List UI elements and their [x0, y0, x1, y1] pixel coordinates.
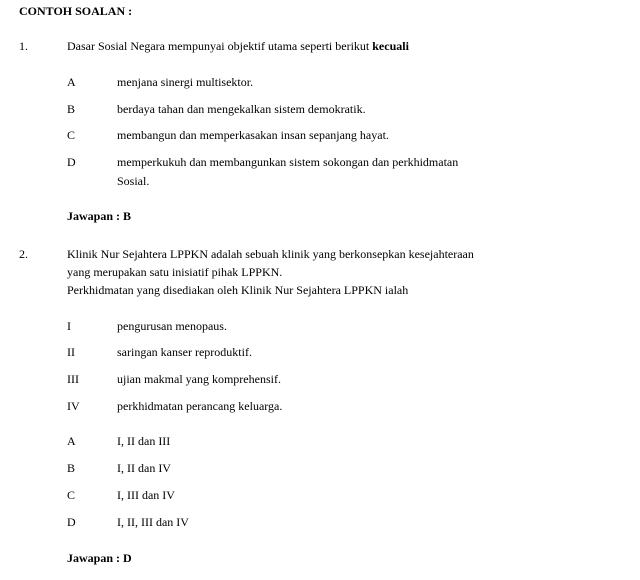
question-2-answer: Jawapan : D [67, 551, 132, 565]
page-heading: CONTOH SOALAN : [19, 4, 133, 18]
question-1-stem-emphasis: kecuali [372, 39, 409, 53]
q1-option-a-text: menjana sinergi multisektor. [117, 75, 254, 89]
question-2-number: 2. [19, 247, 28, 261]
question-1-answer: Jawapan : B [67, 209, 132, 223]
question-1-stem-text: Dasar Sosial Negara mempunyai objektif utama seperti berikut [67, 39, 373, 53]
q2-statement-i-text: pengurusan menopaus. [117, 319, 227, 333]
q2-statement-i-numeral: I [67, 319, 71, 333]
q2-option-c-text: I, III dan IV [117, 488, 175, 502]
q2-option-a-letter: A [67, 434, 76, 448]
q2-option-b-text: I, II dan IV [117, 461, 171, 475]
q2-option-b-letter: B [67, 461, 76, 475]
q2-option-d-text: I, II, III dan IV [117, 515, 189, 529]
question-2-stem-line-2: yang merupakan satu inisiatif pihak LPPKN. [67, 265, 283, 279]
question-1-stem [67, 38, 409, 54]
q1-option-c-letter: C [67, 128, 76, 142]
q1-option-d-letter: D [67, 155, 76, 169]
q2-option-d-letter: D [67, 515, 76, 529]
q2-statement-iv-numeral: IV [67, 399, 80, 413]
q2-statement-ii-text: saringan kanser reproduktif. [117, 345, 252, 359]
question-1-number: 1. [19, 39, 28, 53]
q2-option-c-letter: C [67, 488, 76, 502]
q2-statement-iii-text: ujian makmal yang komprehensif. [117, 372, 281, 386]
question-2-stem-line-1: Klinik Nur Sejahtera LPPKN adalah sebuah klinik yang berkonsepkan kesejahteraan [67, 247, 474, 261]
q2-statement-iv-text: perkhidmatan perancang keluarga. [117, 399, 283, 413]
q1-option-d-text: memperkukuh dan membangunkan sistem sokongan dan perkhidmatan [117, 155, 459, 169]
q1-option-c-text: membangun dan memperkasakan insan sepanjang hayat. [117, 128, 389, 142]
question-2-stem-line-3: Perkhidmatan yang disediakan oleh Klinik Nur Sejahtera LPPKN ialah [67, 283, 409, 297]
q1-option-b-text: berdaya tahan dan mengekalkan sistem demokratik. [117, 102, 366, 116]
q2-option-a-text: I, II dan III [117, 434, 171, 448]
q2-statement-iii-numeral: III [67, 372, 79, 386]
q2-statement-ii-numeral: II [67, 345, 75, 359]
q1-option-d-text-continued: Sosial. [117, 174, 150, 188]
q1-option-b-letter: B [67, 102, 76, 116]
q1-option-a-letter: A [67, 75, 76, 89]
